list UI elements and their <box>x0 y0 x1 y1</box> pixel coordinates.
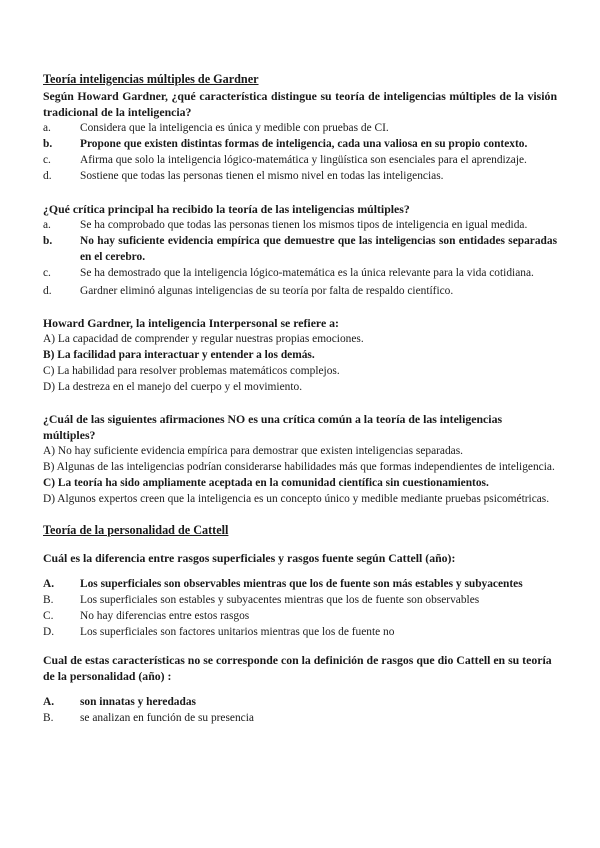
option-letter: a. <box>43 122 51 134</box>
option-a <box>43 217 557 233</box>
question-block-3 <box>43 315 557 395</box>
option-b-correct: B) La facilidad para interactuar y entender a los demás. <box>43 349 315 361</box>
question-block-5 <box>43 550 557 640</box>
option-d: D) La destreza en el manejo del cuerpo y el movimiento. <box>43 381 303 393</box>
option-letter: C. <box>43 610 54 622</box>
option-text: Sostiene que todas las personas tienen el mismo nivel en todas las inteligencias. <box>80 170 444 182</box>
document-page <box>43 72 557 726</box>
option-text: Gardner eliminó algunas inteligencias de su teoría por falta de respaldo científico. <box>80 285 454 297</box>
option-d <box>43 168 557 184</box>
option-c: C) La habilidad para resolver problemas matemáticos complejos. <box>43 365 340 377</box>
option-text: Los superficiales son factores unitarios mientras que los de fuente no <box>80 626 395 638</box>
option-letter: d. <box>43 170 52 182</box>
option-a-correct <box>43 694 557 710</box>
question-block-4 <box>43 411 557 507</box>
question-text: Cuál es la diferencia entre rasgos superficiales y rasgos fuente según Cattell (año): <box>43 551 456 565</box>
option-text: Se ha comprobado que todas las personas tienen los mismos tipos de inteligencia en igual medida. <box>80 219 528 231</box>
option-letter: B. <box>43 594 54 606</box>
question-text: ¿Qué crítica principal ha recibido la teoría de las inteligencias múltiples? <box>43 202 410 216</box>
option-d: D) Algunos expertos creen que la inteligencia es un concepto único y medible mediante pruebas psicométricas. <box>43 493 550 505</box>
option-d <box>43 624 557 640</box>
option-c-correct: C) La teoría ha sido ampliamente aceptada en la comunidad científica sin cuestionamientos. <box>43 477 489 489</box>
option-c <box>43 608 557 624</box>
question-text: Howard Gardner, la inteligencia Interpersonal se refiere a: <box>43 316 339 330</box>
option-b <box>43 592 557 608</box>
option-text: Los superficiales son observables mientras que los de fuente son más estables y subyacentes <box>80 578 523 590</box>
option-letter: a. <box>43 219 51 231</box>
option-letter: B. <box>43 712 54 724</box>
question-text: Según Howard Gardner, ¿qué característica distingue su teoría de inteligencias múltiples de la visión tradicional de la inteligencia? <box>43 89 557 119</box>
option-d <box>43 283 557 299</box>
option-a <box>43 120 557 136</box>
question-block-6 <box>43 652 557 726</box>
option-text: No hay diferencias entre estos rasgos <box>80 610 250 622</box>
option-a: A) No hay suficiente evidencia empírica para demostrar que existen inteligencias separadas. <box>43 445 464 457</box>
option-text: se analizan en función de su presencia <box>80 712 254 724</box>
question-block-2 <box>43 201 557 299</box>
option-letter: c. <box>43 154 51 166</box>
option-b-correct <box>43 136 557 152</box>
option-text: Los superficiales son estables y subyacentes mientras que los de fuente son observables <box>80 594 480 606</box>
question-text: Cual de estas características no se corresponde con la definición de rasgos que dio Cattell en su teoría de la personalidad (año) : <box>43 653 552 683</box>
option-text: son innatas y heredadas <box>80 696 196 708</box>
option-letter: b. <box>43 138 53 150</box>
option-c <box>43 152 557 168</box>
option-text: Afirma que solo la inteligencia lógico-matemática y lingüística son esenciales para el aprendizaje. <box>80 154 527 166</box>
option-b <box>43 710 557 726</box>
option-text: Considera que la inteligencia es única y medible con pruebas de CI. <box>80 122 389 134</box>
section-title-gardner: Teoría inteligencias múltiples de Gardner <box>43 72 259 86</box>
section-title-cattell: Teoría de la personalidad de Cattell <box>43 523 229 537</box>
option-a-correct <box>43 576 557 592</box>
option-letter: b. <box>43 235 53 247</box>
option-text: Propone que existen distintas formas de inteligencia, cada una valiosa en su propio contexto. <box>80 138 528 150</box>
option-text: No hay suficiente evidencia empírica que demuestre que las inteligencias son entidades separadas en el cerebro. <box>80 235 557 263</box>
option-letter: A. <box>43 696 55 708</box>
option-text: Se ha demostrado que la inteligencia lógico-matemática es la única relevante para la vida cotidiana. <box>80 267 534 279</box>
option-a: A) La capacidad de comprender y regular nuestras propias emociones. <box>43 333 364 345</box>
option-b: B) Algunas de las inteligencias podrían considerarse habilidades más que formas independientes de inteligencia. <box>43 461 555 473</box>
option-letter: D. <box>43 626 55 638</box>
option-letter: c. <box>43 267 51 279</box>
question-text: ¿Cuál de las siguientes afirmaciones NO es una crítica común a la teoría de las inteligencias múltiples? <box>43 412 503 442</box>
option-b-correct <box>43 233 557 265</box>
question-block-1 <box>43 88 557 184</box>
option-c <box>43 265 557 281</box>
option-letter: d. <box>43 285 52 297</box>
option-letter: A. <box>43 578 55 590</box>
